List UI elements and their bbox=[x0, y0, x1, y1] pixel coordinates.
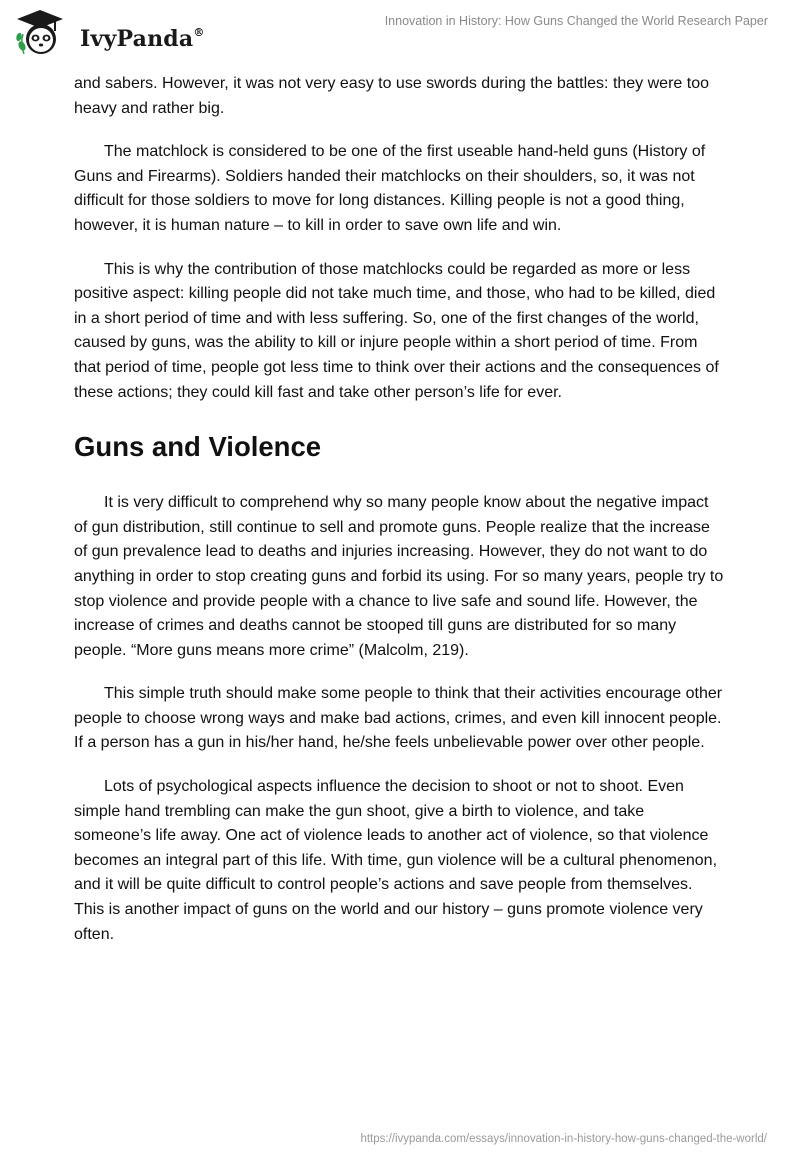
section-heading: Guns and Violence bbox=[74, 431, 322, 463]
paragraph: This simple truth should make some people to think that their activities encourage other people to choose wrong ways and make bad actions, crimes, and even kill innocent people. If a person has a gun in his/her hand, he/she feels unbelievable power over other people. bbox=[74, 685, 723, 752]
paragraph: This is why the contribution of those matchlocks could be regarded as more or less positive aspect: killing people did not take much time, and those, who had to be killed, died in a short period of time and with less suffering. So, one of the first changes of the world, caused by guns, was the ability to kill or injure people within a short period of time. From that period of time, people got less time to think over their actions and the consequences of these actions; they could kill fast and take other person’s life for ever. bbox=[74, 260, 719, 401]
paragraph: It is very difficult to comprehend why so many people know about the negative impact of gun distribution, still continue to sell and promote guns. People realize that the increase of gun prevalence lead to deaths and injuries increasing. However, they do not want to do anything in order to stop creating guns and forbid its using. For so many years, people try to stop violence and provide people with a chance to live safe and sound life. However, the increase of crimes and deaths cannot be stooped till guns are distributed for so many people. “More guns means more crime” (Malcolm, 219). bbox=[74, 494, 724, 659]
page-header bbox=[0, 0, 800, 70]
document-title: Innovation in History: How Guns Changed the World Research Paper bbox=[384, 14, 768, 28]
paragraph: Lots of psychological aspects influence the decision to shoot or not to shoot. Even simple hand trembling can make the gun shoot, give a birth to violence, and take someone’s life away. One act of violence leads to another act of violence, so that violence becomes an integral part of this life. With time, gun violence will be a cultural phenomenon, and it will be quite difficult to control people’s actions and save people from themselves. This is another impact of guns on the world and our history – guns promote violence very often. bbox=[74, 778, 718, 943]
ivypanda-logo[interactable] bbox=[14, 8, 205, 58]
brand-name: IvyPanda® bbox=[80, 25, 205, 52]
paragraph: and sabers. However, it was not very easy to use swords during the battles: they were too heavy and rather big. bbox=[74, 75, 709, 117]
source-url-link[interactable]: https://ivypanda.com/essays/innovation-in-history-how-guns-changed-the-world/ bbox=[360, 1133, 767, 1145]
article-body bbox=[74, 72, 724, 947]
paragraph: The matchlock is considered to be one of the first useable hand-held guns (History of Guns and Firearms). Soldiers handed their matchlocks on their shoulders, so, it was not difficult for those soldiers to move for long distances. Killing people is not a good thing, however, it is human nature – to kill in order to save own life and win. bbox=[74, 143, 706, 234]
panda-graduate-icon bbox=[14, 8, 66, 58]
